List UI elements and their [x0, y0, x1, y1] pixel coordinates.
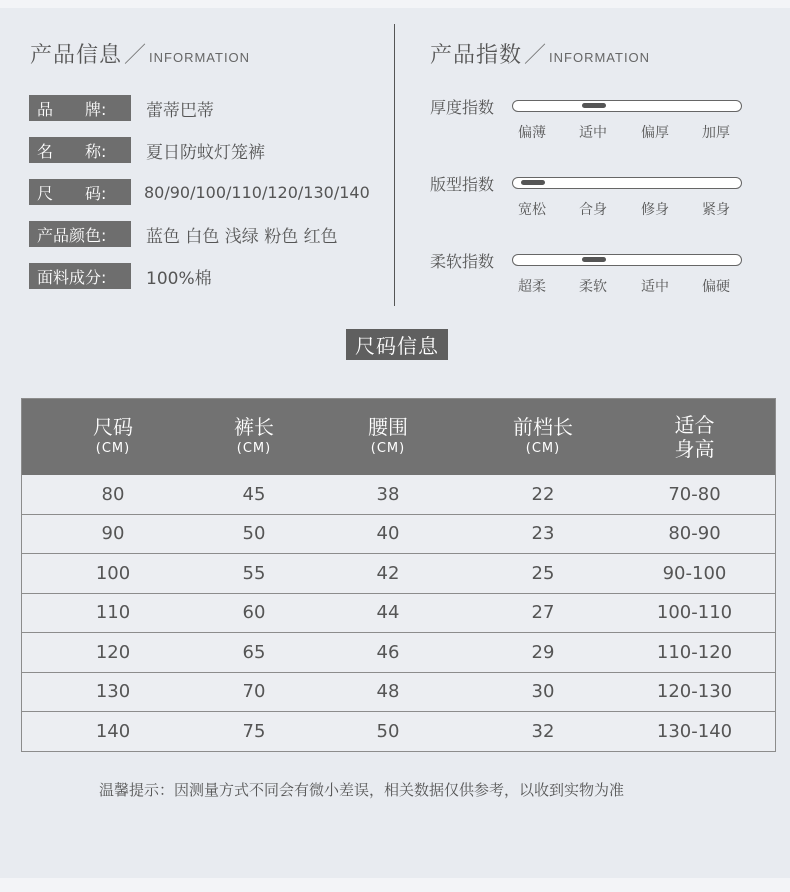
index-levels-softness — [514, 276, 754, 294]
slash-divider: ／ — [124, 43, 148, 68]
column-header-waist — [304, 399, 472, 476]
cell-pants-length: 45 — [204, 475, 304, 514]
level-label: 适中 — [579, 125, 607, 141]
cell-waist: 50 — [304, 712, 472, 752]
info-row-fabric — [29, 263, 212, 289]
cell-height: 130-140 — [614, 712, 776, 752]
info-row-color — [29, 221, 338, 247]
cell-front-rise: 23 — [472, 514, 614, 554]
top-strip — [0, 0, 790, 8]
level-label: 宽松 — [518, 202, 546, 218]
index-name-softness: 柔软指数 — [430, 252, 495, 271]
product-index-title-en: INFORMATION — [549, 50, 651, 65]
cell-height: 80-90 — [614, 514, 776, 554]
column-header-name: 裤长 — [234, 415, 274, 439]
level-label: 适中 — [641, 279, 669, 295]
cell-waist: 44 — [304, 593, 472, 633]
info-label-color: 产品颜色: — [29, 221, 131, 247]
cell-size: 90 — [22, 514, 205, 554]
table-row — [22, 475, 776, 514]
index-bar-thickness — [512, 100, 742, 112]
column-header-unit: (CM) — [370, 441, 406, 456]
info-value-brand: 蕾蒂巴蒂 — [146, 100, 214, 121]
cell-waist: 42 — [304, 554, 472, 594]
cell-pants-length: 65 — [204, 633, 304, 673]
table-row — [22, 712, 776, 752]
cell-height: 70-80 — [614, 475, 776, 514]
table-row — [22, 633, 776, 673]
column-header-name-line2: 身高 — [674, 437, 715, 461]
cell-waist: 40 — [304, 514, 472, 554]
index-bar-softness — [512, 254, 742, 266]
info-row-name — [29, 137, 265, 163]
index-knob-fit — [521, 180, 545, 185]
info-label-brand: 品 牌: — [29, 95, 131, 121]
info-label-fabric: 面料成分: — [29, 263, 131, 289]
info-value-name: 夏日防蚊灯笼裤 — [146, 142, 265, 163]
index-knob-thickness — [582, 103, 606, 108]
size-table-body — [22, 475, 776, 751]
cell-height: 110-120 — [614, 633, 776, 673]
table-header-row — [22, 399, 776, 476]
index-levels-thickness — [514, 122, 754, 140]
cell-size: 120 — [22, 633, 205, 673]
cell-height: 100-110 — [614, 593, 776, 633]
info-label-size: 尺 码: — [29, 179, 131, 205]
cell-size: 130 — [22, 672, 205, 712]
column-header-size — [22, 399, 205, 476]
cell-size: 140 — [22, 712, 205, 752]
product-index-title — [430, 38, 650, 69]
table-row — [22, 672, 776, 712]
cell-height: 90-100 — [614, 554, 776, 594]
level-label: 偏厚 — [641, 125, 669, 141]
info-value-color: 蓝色 白色 浅绿 粉色 红色 — [146, 226, 338, 247]
index-name-fit: 版型指数 — [430, 175, 495, 194]
cell-waist: 48 — [304, 672, 472, 712]
cell-front-rise: 32 — [472, 712, 614, 752]
level-label: 柔软 — [579, 279, 607, 295]
index-bar-fit — [512, 177, 742, 189]
column-header-unit: (CM) — [525, 441, 561, 456]
index-name-thickness: 厚度指数 — [430, 98, 495, 117]
column-header-pants-length — [204, 399, 304, 476]
column-header-name: 腰围 — [368, 415, 408, 439]
footnote: 温馨提示：因测量方式不同会有微小差误，相关数据仅供参考，以收到实物为准 — [99, 781, 625, 799]
cell-front-rise: 29 — [472, 633, 614, 673]
product-info-title — [30, 38, 250, 69]
index-knob-softness — [582, 257, 606, 262]
info-row-size — [29, 179, 370, 205]
column-header-unit: (CM) — [236, 441, 272, 456]
size-info-heading: 尺码信息 — [346, 329, 448, 360]
cell-size: 80 — [22, 475, 205, 514]
column-header-unit: (CM) — [95, 441, 131, 456]
size-table — [21, 398, 776, 752]
table-row — [22, 554, 776, 594]
info-row-brand — [29, 95, 214, 121]
column-header-name: 尺码 — [93, 415, 133, 439]
info-value-fabric: 100%棉 — [146, 268, 212, 289]
table-row — [22, 514, 776, 554]
level-label: 加厚 — [702, 125, 730, 141]
column-header-height — [614, 399, 776, 476]
level-label: 修身 — [641, 202, 669, 218]
column-header-name: 适合 — [674, 413, 715, 437]
table-row — [22, 593, 776, 633]
cell-waist: 46 — [304, 633, 472, 673]
cell-pants-length: 60 — [204, 593, 304, 633]
level-label: 偏硬 — [702, 279, 730, 295]
column-header-name: 前档长 — [513, 415, 573, 439]
cell-front-rise: 25 — [472, 554, 614, 594]
info-label-name: 名 称: — [29, 137, 131, 163]
info-value-size: 80/90/100/110/120/130/140 — [144, 182, 370, 202]
cell-waist: 38 — [304, 475, 472, 514]
cell-pants-length: 55 — [204, 554, 304, 594]
bottom-strip — [0, 878, 790, 892]
cell-pants-length: 50 — [204, 514, 304, 554]
cell-pants-length: 70 — [204, 672, 304, 712]
level-label: 紧身 — [702, 202, 730, 218]
cell-front-rise: 30 — [472, 672, 614, 712]
level-label: 合身 — [579, 202, 607, 218]
index-levels-fit — [514, 199, 754, 217]
column-header-front-rise — [472, 399, 614, 476]
level-label: 超柔 — [518, 279, 546, 295]
vertical-divider — [394, 24, 395, 306]
cell-pants-length: 75 — [204, 712, 304, 752]
product-info-title-en: INFORMATION — [149, 50, 251, 65]
level-label: 偏薄 — [518, 125, 546, 141]
slash-divider: ／ — [524, 43, 548, 68]
cell-front-rise: 22 — [472, 475, 614, 514]
product-info-title-text: 产品信息 — [30, 43, 123, 68]
cell-front-rise: 27 — [472, 593, 614, 633]
cell-size: 100 — [22, 554, 205, 594]
cell-size: 110 — [22, 593, 205, 633]
cell-height: 120-130 — [614, 672, 776, 712]
product-index-title-text: 产品指数 — [430, 43, 523, 68]
